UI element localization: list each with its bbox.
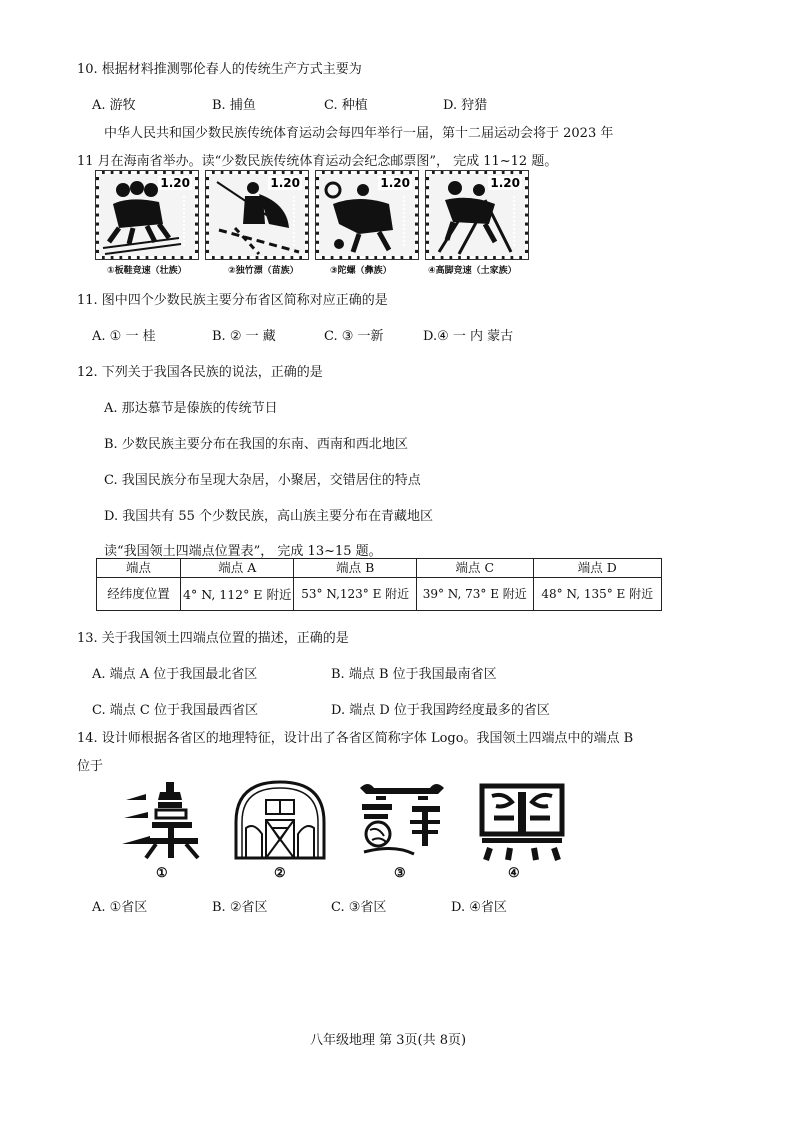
- table-cell: 4° N, 112° E 附近: [181, 578, 294, 611]
- q10-option-b: B. 捕鱼: [212, 98, 256, 113]
- logo-label-3: ③: [394, 866, 406, 881]
- logo-label-2: ②: [274, 866, 286, 881]
- q14-option-d: D. ④省区: [451, 900, 507, 915]
- q10-option-a: A. 游牧: [92, 98, 136, 113]
- q10-option-d: D. 狩猎: [443, 98, 488, 113]
- stamp-3-value: 1.20: [380, 176, 410, 190]
- mongolian-yurt-logo-icon: [232, 778, 328, 864]
- table-cell: 39° N, 73° E 附近: [416, 578, 533, 611]
- province-logo-3: [354, 778, 450, 864]
- stamp-2-caption: ②独竹漂（苗族）: [228, 266, 299, 276]
- q14-option-b: B. ②省区: [212, 900, 268, 915]
- q14-stem-line-1: 14. 设计师根据各省区的地理特征，设计出了各省区简称字体 Logo。我国领土四端点中的端点 B: [77, 731, 634, 746]
- stamp-4-caption: ④高脚竞速（土家族）: [428, 266, 517, 276]
- table-header-cell: 端点 A: [181, 559, 294, 578]
- intro-line-2: 11 月在海南省举办。读“少数民族传统体育运动会纪念邮票图”， 完成 11~12 题。: [77, 154, 558, 169]
- logo-label-4: ④: [508, 866, 520, 881]
- q10-option-c: C. 种植: [324, 98, 368, 113]
- q11-stem: 11. 图中四个少数民族主要分布省区简称对应正确的是: [77, 293, 388, 308]
- stamp-1-caption: ①板鞋竞速（壮族）: [107, 266, 187, 276]
- province-logo-4: [474, 778, 570, 864]
- q14-option-c: C. ③省区: [331, 900, 387, 915]
- q12-option-b: B. 少数民族主要分布在我国的东南、西南和西北地区: [104, 437, 408, 452]
- q14-option-a: A. ①省区: [92, 900, 148, 915]
- extreme-points-table: [96, 558, 662, 611]
- q11-option-a: A. ① 一 桂: [92, 329, 156, 344]
- q12-option-a: A. 那达慕节是傣族的传统节日: [104, 401, 278, 416]
- stamp-strip: [96, 171, 532, 261]
- q13-option-b: B. 端点 B 位于我国最南省区: [331, 667, 497, 682]
- table-header-row: [97, 559, 662, 578]
- table-cell: 53° N,123° E 附近: [294, 578, 416, 611]
- stamp-2: [206, 171, 308, 259]
- province-logo-1: [116, 778, 212, 864]
- q11-option-c: C. ③ 一新: [324, 329, 384, 344]
- q12-option-c: C. 我国民族分布呈现大杂居，小聚居，交错居住的特点: [104, 473, 421, 488]
- q11-option-d: D.④ 一 内 蒙古: [423, 329, 514, 344]
- table-cell: 经纬度位置: [97, 578, 181, 611]
- page-footer: 八年级地理 第 3页(共 8页): [310, 1033, 467, 1048]
- q14-stem-line-2: 位于: [77, 759, 104, 774]
- table-header-cell: 端点 D: [533, 559, 661, 578]
- stamp-4: [426, 171, 528, 259]
- province-logo-2: [232, 778, 328, 864]
- table-intro: 读“我国领土四端点位置表”， 完成 13~15 题。: [104, 544, 382, 559]
- stamp-2-value: 1.20: [270, 176, 300, 190]
- heilongjiang-logo-icon: [474, 778, 570, 864]
- q13-option-d: D. 端点 D 位于我国跨经度最多的省区: [331, 703, 550, 718]
- yunnan-logo-icon: [354, 778, 450, 864]
- q11-option-b: B. ② 一 藏: [212, 329, 276, 344]
- q12-stem: 12. 下列关于我国各民族的说法，正确的是: [77, 365, 323, 380]
- q10-stem: 10. 根据材料推测鄂伦春人的传统生产方式主要为: [77, 62, 362, 77]
- q13-stem: 13. 关于我国领土四端点位置的描述，正确的是: [77, 631, 349, 646]
- intro-line-1: 中华人民共和国少数民族传统体育运动会每四年举行一届，第十二届运动会将于 2023 年: [104, 126, 614, 141]
- stamp-1: [96, 171, 198, 259]
- tianjin-logo-icon: [116, 778, 212, 864]
- stamp-1-value: 1.20: [160, 176, 190, 190]
- stamp-4-value: 1.20: [490, 176, 520, 190]
- table-cell: 48° N, 135° E 附近: [533, 578, 661, 611]
- table-header-cell: 端点: [97, 559, 181, 578]
- q12-option-d: D. 我国共有 55 个少数民族，高山族主要分布在青藏地区: [104, 509, 434, 524]
- table-header-cell: 端点 B: [294, 559, 416, 578]
- logo-label-1: ①: [156, 866, 168, 881]
- stamp-3-caption: ③陀螺（彝族）: [330, 266, 392, 276]
- stamp-3: [316, 171, 418, 259]
- q13-option-a: A. 端点 A 位于我国最北省区: [92, 667, 258, 682]
- table-row: [97, 578, 662, 611]
- table-header-cell: 端点 C: [416, 559, 533, 578]
- q13-option-c: C. 端点 C 位于我国最西省区: [92, 703, 258, 718]
